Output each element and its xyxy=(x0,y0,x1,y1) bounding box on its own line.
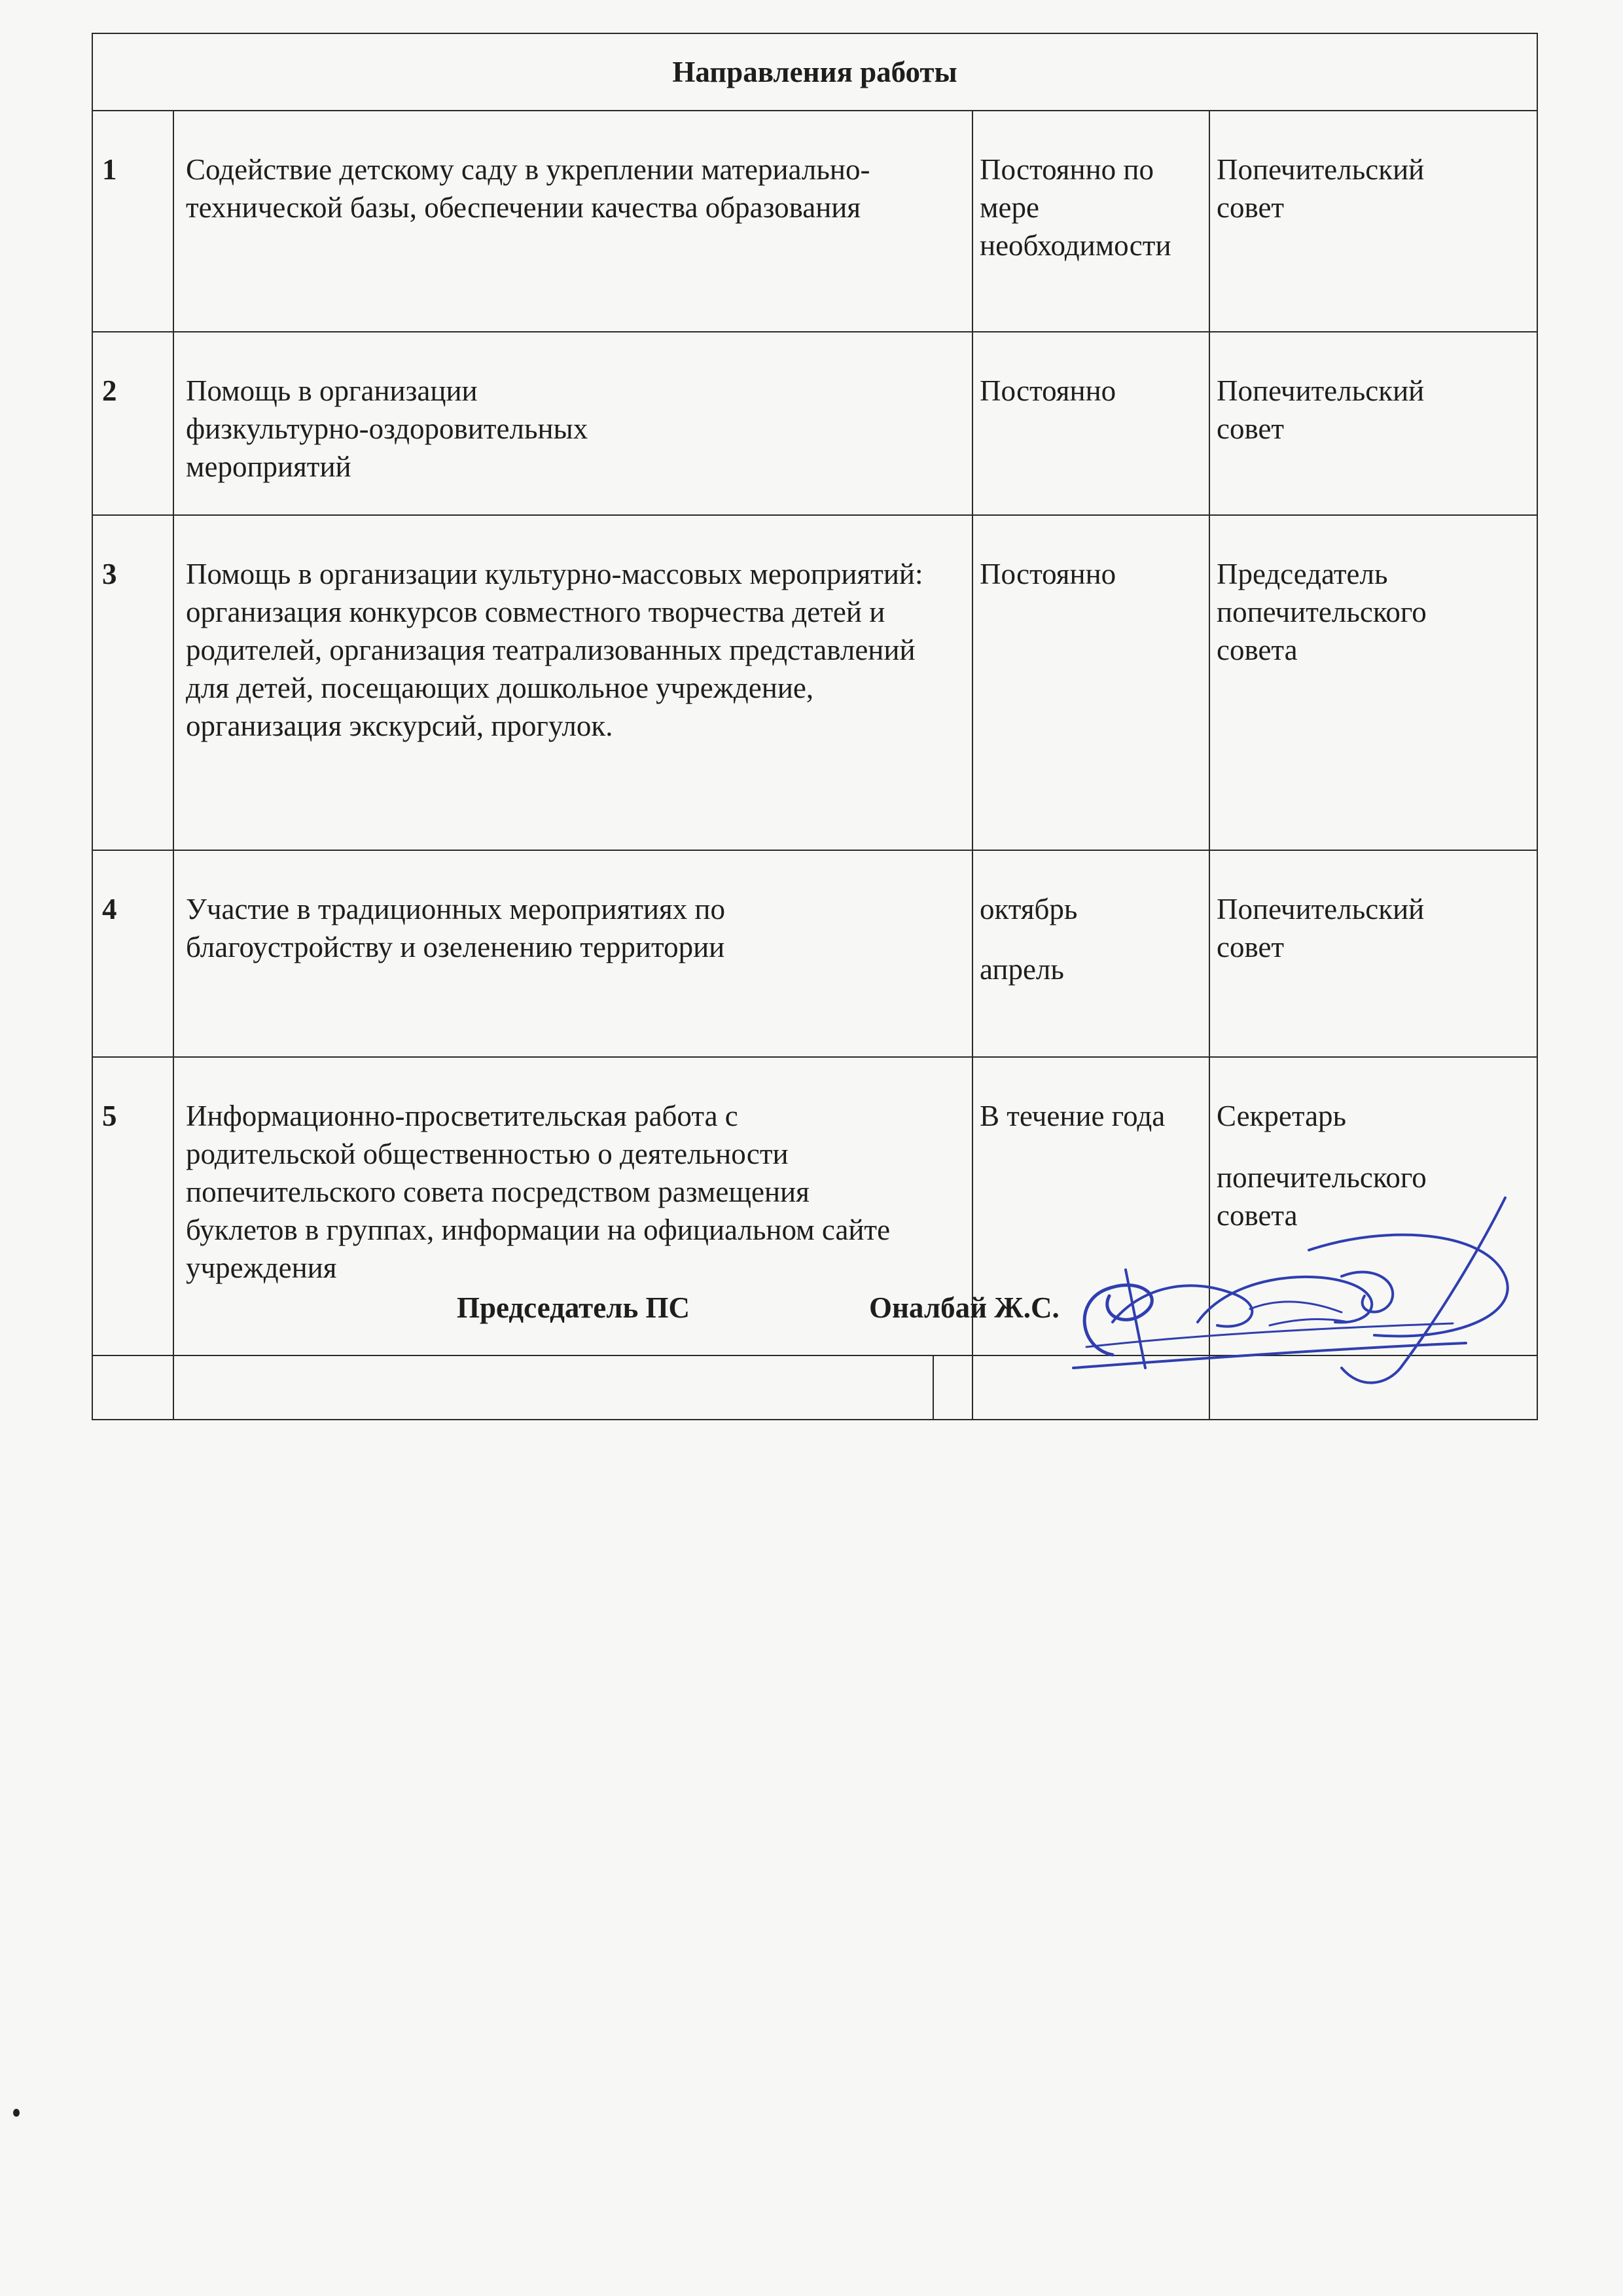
chairman-name: Оналбай Ж.С. xyxy=(869,1291,1060,1324)
row-responsible xyxy=(1209,332,1537,515)
table-row xyxy=(92,111,1537,332)
responsible-line: Попечительский xyxy=(1217,153,1425,186)
row-description: Помощь в организации культурно-массовых мероприятий: организация конкурсов совместного творчества детей и родителей, организация театрализованных представлений для детей, посещающих дошкольное учреждение, организация экскурсий, прогулок. xyxy=(173,515,972,850)
row-number: 4 xyxy=(92,850,173,1057)
responsible-line: Председатель xyxy=(1217,558,1388,590)
row-responsible xyxy=(1209,111,1537,332)
term-line: Постоянно xyxy=(980,374,1116,407)
responsible-line: Попечительский xyxy=(1217,374,1425,407)
row-responsible xyxy=(1209,850,1537,1057)
term-line: Постоянно по xyxy=(980,153,1154,186)
term-line: необходимости xyxy=(980,229,1171,262)
empty-cell xyxy=(92,1355,173,1420)
signature xyxy=(1034,1172,1531,1407)
table-row xyxy=(92,850,1537,1057)
empty-cell xyxy=(173,1355,972,1420)
term-line: октябрь xyxy=(980,893,1078,925)
term-line: В течение года xyxy=(980,1100,1166,1132)
row-number: 5 xyxy=(92,1057,173,1355)
row-number: 3 xyxy=(92,515,173,850)
responsible-line: совет xyxy=(1217,412,1285,445)
row-description: Информационно-просветительская работа с родительской общественностью о деятельности попечительского совета посредством размещения буклетов в группах, информации на официальном сайте учреждения xyxy=(173,1057,972,1355)
term-line: апрель xyxy=(980,953,1064,986)
row-term xyxy=(972,850,1209,1057)
row-term xyxy=(972,332,1209,515)
responsible-line: попечительского xyxy=(1217,1161,1427,1194)
row-responsible xyxy=(1209,515,1537,850)
row-number: 1 xyxy=(92,111,173,332)
responsible-line: совет xyxy=(1217,191,1285,224)
chairman-position: Председатель ПС xyxy=(457,1291,690,1324)
responsible-line: попечительского xyxy=(1217,596,1427,628)
responsible-line: Попечительский xyxy=(1217,893,1425,925)
row-term xyxy=(972,111,1209,332)
responsible-line: совет xyxy=(1217,931,1285,963)
responsible-line: Секретарь xyxy=(1217,1100,1347,1132)
row-term xyxy=(972,515,1209,850)
row-description: Содействие детскому саду в укреплении материально-технической базы, обеспечении качества образования xyxy=(173,111,972,332)
responsible-line: совета xyxy=(1217,1199,1298,1232)
row-description: Участие в традиционных мероприятиях по благоустройству и озеленению территории xyxy=(173,850,972,1057)
responsible-line: совета xyxy=(1217,634,1298,666)
row-number: 2 xyxy=(92,332,173,515)
term-line: мере xyxy=(980,191,1039,224)
table-title: Направления работы xyxy=(92,33,1537,111)
scan-speck xyxy=(13,2109,20,2117)
table-row xyxy=(92,332,1537,515)
table-row xyxy=(92,515,1537,850)
row-description: Помощь в организации физкультурно-оздоровительных мероприятий xyxy=(173,332,972,515)
term-line: Постоянно xyxy=(980,558,1116,590)
